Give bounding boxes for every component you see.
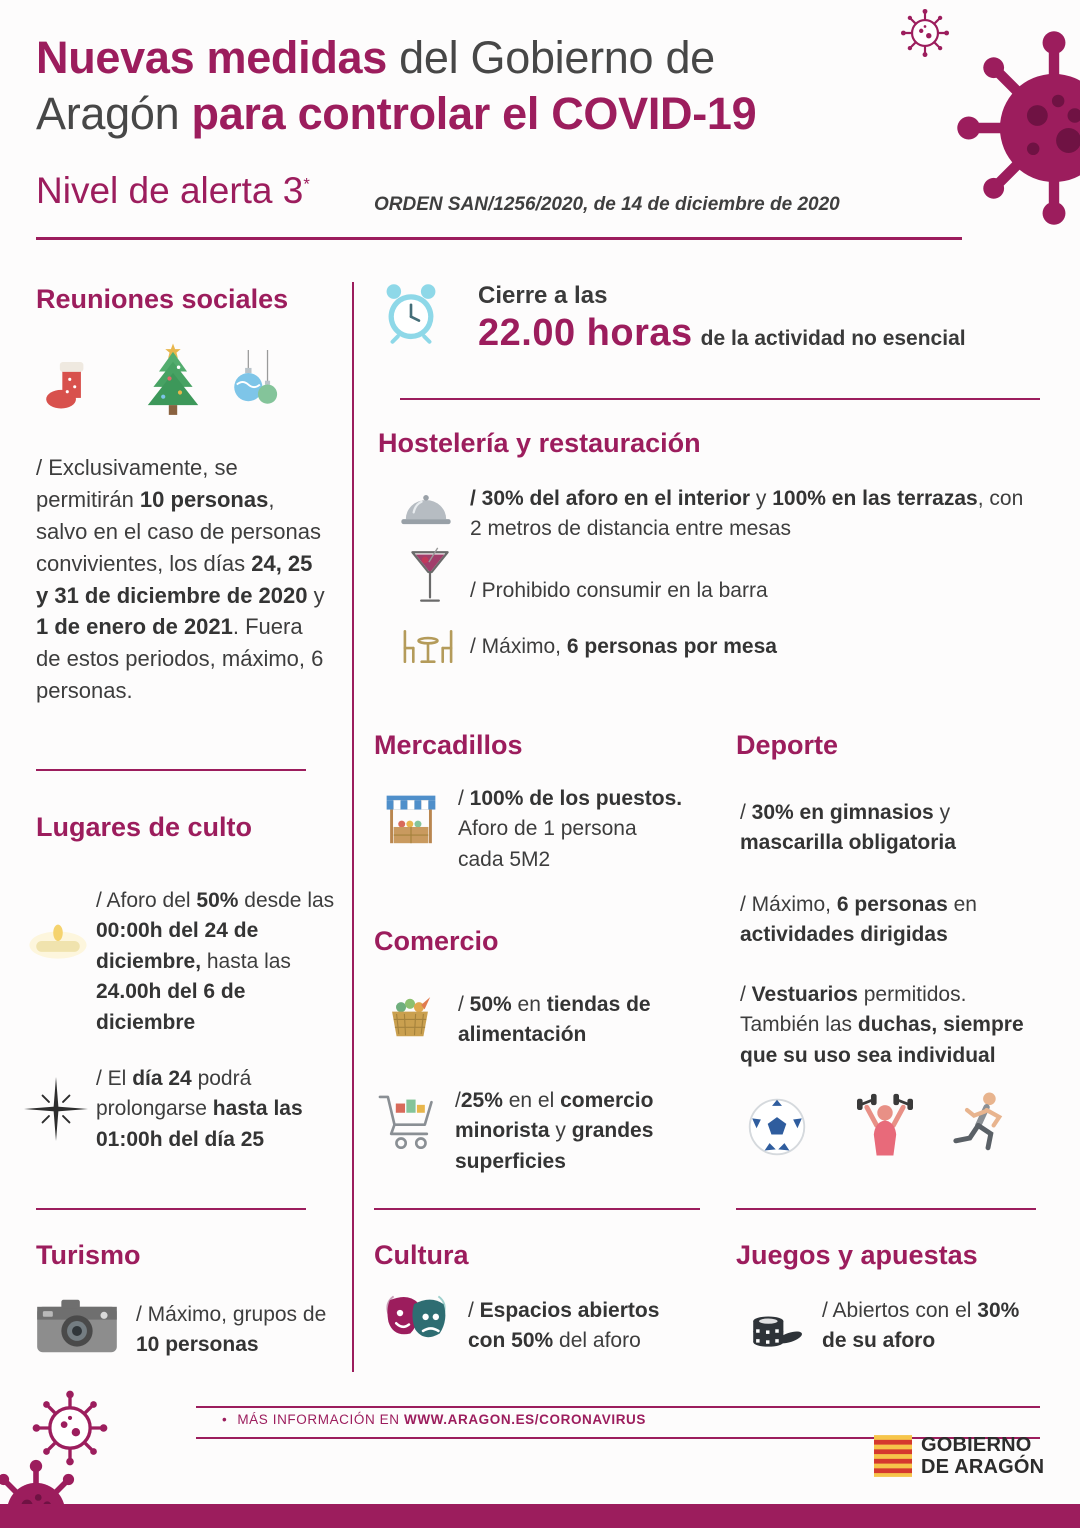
hosteleria-item-3: / Máximo, 6 personas por mesa	[470, 635, 777, 658]
market-stall-icon	[382, 790, 440, 850]
alert-level-text: Nivel de alerta 3	[36, 170, 304, 211]
christmas-stocking-icon	[40, 342, 102, 434]
turismo-body: / Máximo, grupos de 10 personas	[136, 1303, 327, 1357]
juegos-body: / Abiertos con el 30% de su aforo	[822, 1299, 1020, 1353]
title-line-2-rest: Aragón	[36, 87, 192, 139]
culto-item-2: / El día 24 podrá prolongarse hasta las 01:00h del día 25	[96, 1067, 303, 1151]
bullet: •	[222, 1412, 228, 1427]
section-title-reuniones-sociales: Reuniones sociales	[36, 284, 289, 314]
title-line-1	[36, 30, 756, 86]
food-basket-icon	[382, 986, 438, 1044]
comercio-item-1: / 50% en tiendas de alimentación	[458, 993, 651, 1047]
section-title-deporte: Deporte	[736, 730, 839, 760]
bottom-bar	[0, 1504, 1080, 1528]
divider	[374, 1208, 700, 1210]
section-title-turismo: Turismo	[36, 1240, 141, 1270]
more-info-url: WWW.ARAGON.ES/CORONAVIRUS	[404, 1412, 646, 1427]
alarm-clock-icon	[378, 278, 444, 350]
closing-time-block	[478, 282, 966, 355]
section-title-comercio: Comercio	[374, 926, 499, 956]
deporte-item-2: / Máximo, 6 personas en actividades dirigidas	[740, 893, 977, 947]
reuniones-body: / Exclusivamente, se permitirán 10 personas, salvo en el caso de personas convivientes, los días 24, 25 y 31 de diciembre de 2020 y 1 de enero de 2021. Fuera de estos periodos, máximo, 6 personas.	[36, 455, 325, 704]
hosteleria-item-1: / 30% del aforo en el interior y 100% en las terrazas, con 2 metros de distancia entre mesas	[470, 487, 1024, 541]
alert-level	[36, 170, 310, 212]
section-title-mercadillos: Mercadillos	[374, 730, 523, 760]
vertical-divider	[352, 282, 354, 1372]
gobierno-de-aragon-logo	[874, 1434, 1044, 1479]
title-line-1-accent: Nuevas medidas	[36, 32, 387, 83]
deporte-item-1: / 30% en gimnasios y mascarilla obligatoria	[740, 801, 956, 855]
divider	[196, 1406, 1040, 1408]
theater-masks-icon	[380, 1290, 452, 1354]
divider	[736, 1208, 1036, 1210]
title-line-2	[36, 86, 756, 142]
serving-dish-icon	[398, 486, 454, 532]
shopping-cart-icon	[376, 1082, 442, 1162]
culto-item-1: / Aforo del 50% desde las 00:00h del 24 de diciembre, hasta las 24.00h del 6 de diciembre	[96, 889, 335, 1034]
section-title-juegos-y-apuestas: Juegos y apuestas	[736, 1240, 978, 1270]
table-chairs-icon	[396, 626, 460, 668]
section-title-cultura: Cultura	[374, 1240, 469, 1270]
sparkle-star-icon	[24, 1072, 88, 1146]
closing-line-2	[478, 312, 966, 355]
logo-line-2: DE ARAGÓN	[921, 1456, 1045, 1479]
aragon-flag-icon	[874, 1434, 912, 1478]
cultura-body: / Espacios abiertos con 50% del aforo	[468, 1299, 660, 1353]
weightlifter-icon	[850, 1088, 920, 1160]
page-title	[36, 30, 756, 142]
ornaments-icon	[224, 338, 288, 426]
logo-line-1: GOBIERNO	[921, 1434, 1032, 1456]
runner-icon	[946, 1088, 1016, 1160]
more-info-text: MÁS INFORMACIÓN EN	[237, 1412, 404, 1427]
mercadillos-body: / 100% de los puestos. Aforo de 1 persona cada 5M2	[458, 787, 683, 871]
candle-icon	[24, 912, 92, 974]
header-divider	[36, 237, 962, 240]
divider	[400, 398, 1040, 400]
alert-asterisk: *	[303, 174, 310, 194]
section-title-hosteleria: Hostelería y restauración	[378, 428, 701, 458]
title-line-2-accent: para controlar el COVID-19	[191, 87, 757, 139]
logo-text	[921, 1434, 1044, 1479]
camera-icon	[34, 1294, 120, 1358]
section-title-lugares-de-culto: Lugares de culto	[36, 812, 253, 842]
divider	[36, 769, 306, 771]
poker-chips-icon	[748, 1290, 806, 1350]
closing-rest: de la actividad no esencial	[700, 327, 966, 350]
order-reference: ORDEN SAN/1256/2020, de 14 de diciembre de 2020	[374, 194, 840, 215]
closing-line-1: Cierre a las	[478, 282, 608, 309]
comercio-item-2: /25% en el comercio minorista y grandes superficies	[455, 1089, 654, 1173]
virus-icon	[950, 24, 1080, 232]
soccer-ball-icon	[746, 1096, 808, 1158]
virus-icon	[898, 6, 952, 60]
title-line-1-rest: del Gobierno de	[386, 32, 715, 83]
divider	[36, 1208, 306, 1210]
closing-time: 22.00 horas	[478, 312, 693, 354]
deporte-item-3: / Vestuarios permitidos. También las duchas, siempre que su uso sea individual	[740, 983, 1024, 1067]
more-info	[222, 1412, 646, 1427]
hosteleria-item-2: / Prohibido consumir en la barra	[470, 579, 768, 602]
christmas-tree-icon	[138, 332, 208, 432]
cocktail-icon	[408, 544, 452, 610]
